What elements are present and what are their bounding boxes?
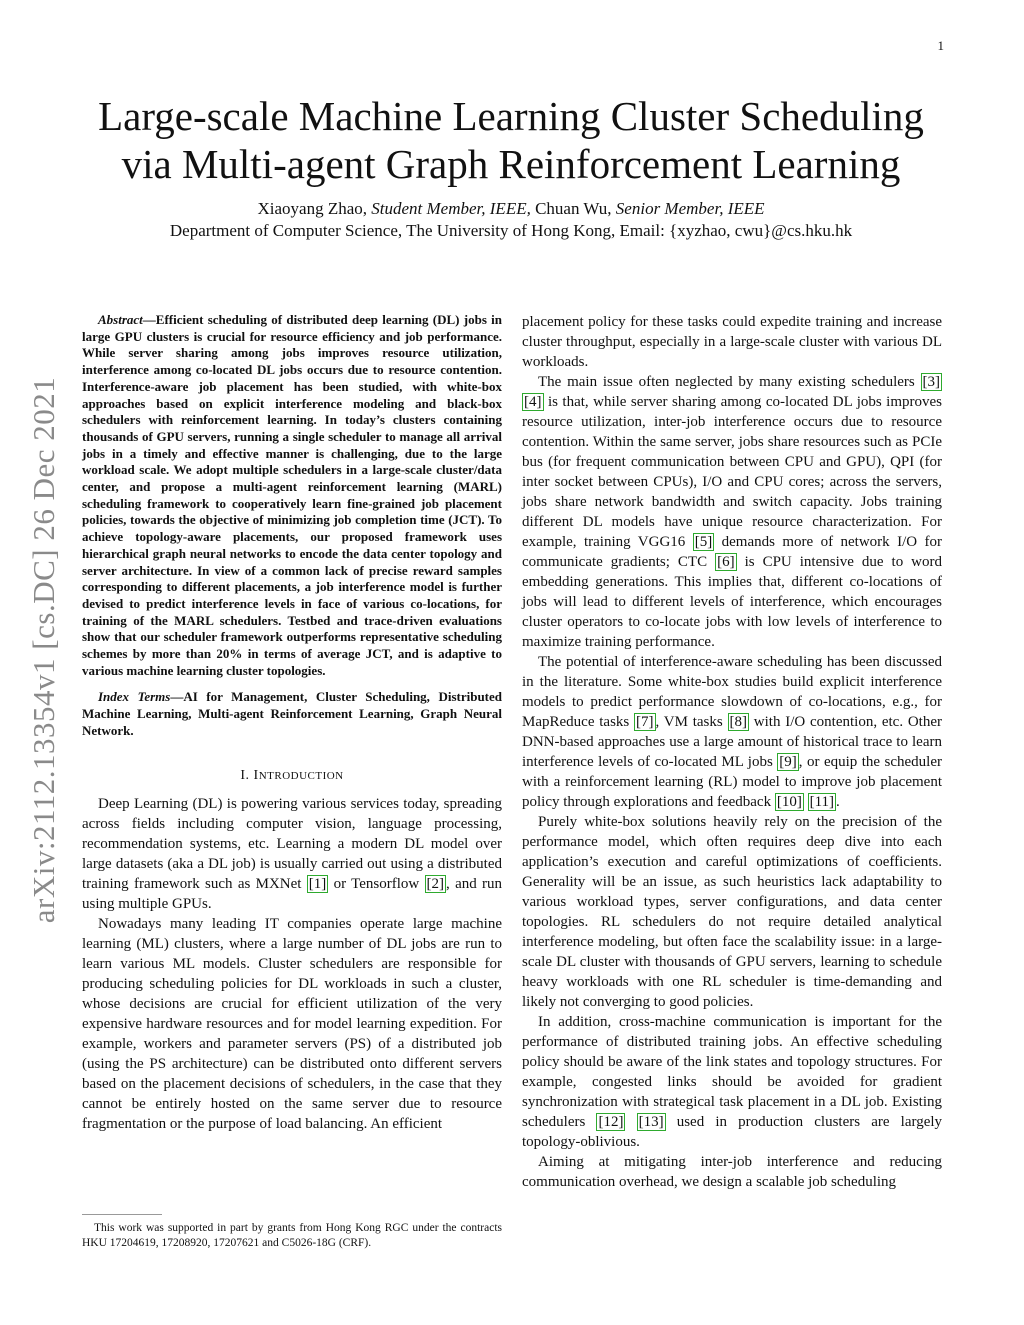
right-paragraph-1: placement policy for these tasks could expedite training and increase cluster throughput, especially in a large-scale cluster with various DL workloads. bbox=[522, 314, 942, 370]
right-column bbox=[522, 312, 942, 1192]
section-heading-introduction: I. INTRODUCTION bbox=[240, 767, 344, 783]
citation-link[interactable]: [6] bbox=[717, 554, 735, 570]
left-column bbox=[82, 312, 502, 1134]
author-1: Xiaoyang Zhao, bbox=[257, 199, 368, 218]
abstract-text: —Efficient scheduling of distributed deep learning (DL) jobs in large GPU clusters is crucial for resource efficiency and job performance. While server sharing among jobs improves resource utilization, interference among co-located DL jobs occurs due to resource contention. Interference-aware job placement has been studied, with white-box approaches based on explicit interference modeling and black-box schedulers with reinforcement learning. In today’s clusters containing thousands of GPU servers, running a single scheduler to manage all arrival jobs in a timely and effective manner is challenging, due to the large workload scale. We adopt multiple schedulers in a large-scale cluster/data center, and propose a multi-agent reinforcement learning (MARL) scheduling framework to cooperatively learn fine-grained job placement policies, towards the objective of minimizing job completion time (JCT). To achieve topology-aware placements, our proposed framework uses hierarchical graph neural networks to encode the data center topology and server architecture. In view of a common lack of precise reward samples corresponding to different placements, a job interference model is further devised to predict interference levels in face of various co-locations, for training of the MARL schedulers. Testbed and trace-driven evaluations show that our scheduler framework outperforms representative scheduling schemes by more than 20% in terms of average JCT, and is adaptive to various machine learning cluster topologies. bbox=[82, 312, 502, 678]
right-paragraph-5: In addition, cross-machine communication is important for the performance of distributed training jobs. An effective scheduling policy should be aware of the link states and topology structures. For example, congested links should be avoided for gradient synchronization with strategical task placement in a DL job. Existing schedulers [12] [13] used in production clusters are largely topology-oblivious. bbox=[522, 1014, 943, 1150]
intro-paragraph-1: Deep Learning (DL) is powering various services today, spreading across fields including computer vision, language processing, recommendation systems, etc. Learning a modern DL model over large datasets (aka a DL job) is usually carried out using a distributed training framework such as MXNet [1] or Tensorflow [2] , and run using multiple GPUs. bbox=[82, 795, 503, 912]
intro-paragraph-2: Nowadays many leading IT companies operate large machine learning (ML) clusters, where a large number of DL jobs are run to learn various ML models. Cluster schedulers are responsible for producing scheduling policies for DL workloads in such a cluster, whose decisions are crucial for efficient utilization of the very expensive hardware resources and for model learning expedition. For example, workers and parameter servers (PS) of a distributed job (using the PS architecture) can be distributed onto different servers based on the placement decisions of schedulers, in the case that they cannot be entirely hosted on the same server due to resource fragmentation or the purpose of load balancing. An efficient bbox=[82, 915, 502, 1132]
authors bbox=[80, 198, 942, 220]
author-1-role: Student Member, IEEE, bbox=[371, 199, 531, 218]
right-paragraph-2: The main issue often neglected by many existing schedulers [3] [4] is that, while server sharing among co-located DL jobs improves resource utilization, inter-job interference occurs due to resource contention. Within the same server, jobs share resources such as PCIe bus (for frequent communication between CPU and GPU), QPI (for inter socket between CPUs), I/O and CPU cores; across the servers, jobs share network bandwidth and switch capacity. Jobs training different DL models have unique resource characterization. For example, training VGG16 [5] demands more of network I/O for communicate gradients; CTC [6] is CPU intensive due to word embedding generations. This implies that, different co-locations of jobs will lead to different levels of interference, which encourages cluster operators to co-locate jobs with low levels of interference to maximize training performance. bbox=[522, 374, 943, 650]
citation-link[interactable]: [3] bbox=[922, 374, 940, 390]
arxiv-stamp bbox=[24, 350, 64, 950]
page-number: 1 bbox=[937, 38, 944, 53]
citation-link[interactable]: [10] bbox=[776, 794, 802, 810]
author-2: Chuan Wu, bbox=[535, 199, 612, 218]
citation-link[interactable]: [1] bbox=[308, 875, 327, 892]
citation-link[interactable]: [9] bbox=[779, 754, 797, 770]
paper-header bbox=[80, 92, 942, 242]
citation-link[interactable]: [5] bbox=[694, 534, 713, 550]
citation-link[interactable]: [4] bbox=[524, 394, 542, 410]
title-line-2: via Multi-agent Graph Reinforcement Learning bbox=[121, 141, 901, 187]
right-paragraph-3: The potential of interference-aware scheduling has been discussed in the literature. Some white-box studies build explicit interference models to predict performance slowdown of co-locations, e.g., for MapReduce tasks [7] , VM tasks [8] with I/O contention, etc. Other DNN-based approaches use a large amount of historical trace to learn interference levels of co-located ML jobs [9] , or equip the scheduler with a reinforcement learning (RL) model to improve job placement policy through explorations and feedback [10] [11] . bbox=[522, 654, 942, 810]
citation-link[interactable]: [7] bbox=[636, 714, 654, 730]
citation-link[interactable]: [2] bbox=[426, 875, 445, 892]
affiliation: Department of Computer Science, The University of Hong Kong, Email: {xyzhao, cwu}@cs.hku.hk bbox=[169, 221, 853, 240]
arxiv-stamp-text: arXiv:2112.13354v1 [cs.DC] 26 Dec 2021 bbox=[26, 376, 61, 924]
author-2-role: Senior Member, IEEE bbox=[615, 199, 765, 218]
title-line-1: Large-scale Machine Learning Cluster Scheduling bbox=[98, 93, 924, 139]
citation-link[interactable]: [12] bbox=[598, 1114, 624, 1130]
index-terms-text: —AI for Management, Cluster Scheduling, Distributed Machine Learning, Multi-agent Reinforcement Learning, Graph Neural Network. bbox=[82, 689, 503, 738]
index-terms-label: Index Terms bbox=[98, 689, 171, 705]
right-paragraph-4: Purely white-box solutions heavily rely on the precision of the performance model, which often requires deep dive into each application’s execution and careful optimizations of coefficients. Generality will be an issue, as such heuristics lack adaptability to various workload types, server configurations, and data center topologies. RL schedulers do not require detailed analytical interference modeling, but often face the scalability issue: in a large-scale DL cluster with thousands of GPU servers, learning to schedule heavy workloads with one RL scheduler is time-demanding and likely not converging to good policies. bbox=[522, 814, 942, 1010]
abstract-label: Abstract bbox=[98, 312, 143, 327]
paper-title bbox=[80, 92, 942, 188]
footnote-divider bbox=[82, 1214, 162, 1215]
right-paragraph-6: Aiming at mitigating inter-job interference and reducing communication overhead, we design a scalable job scheduling bbox=[522, 1154, 942, 1190]
footnote: This work was supported in part by grants from Hong Kong RGC under the contracts HKU 17204619, 17208920, 17207621 and C5026-18G (CRF). bbox=[82, 1222, 502, 1249]
abstract bbox=[82, 312, 502, 679]
citation-link[interactable]: [11] bbox=[809, 794, 835, 810]
citation-link[interactable]: [13] bbox=[638, 1114, 664, 1130]
index-terms bbox=[82, 689, 502, 739]
citation-link[interactable]: [8] bbox=[729, 714, 748, 730]
